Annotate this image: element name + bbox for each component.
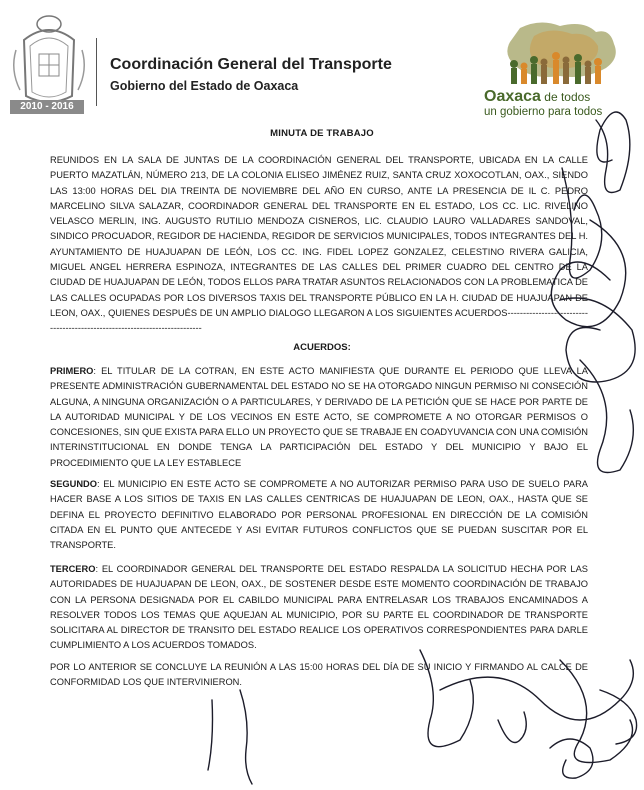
brand-name: Oaxaca: [484, 88, 541, 105]
primero-text: : EL TITULAR DE LA COTRAN, EN ESTE ACTO MANIFIESTA QUE DURANTE EL PERIODO QUE LLEVA LA PRESENTE ADMINISTRACIÓN GUBERNAMENTAL DEL ESTADO NO SE HA OTORGADO NINGUN PERMISO NI CONSECIÓN ALGUNA, A NINGUNA ORGANIZACIÓN O A PARTICULARES, Y DERIVADO DE LA PETICIÓN QUE SE HACE POR PARTE DE LA AUTORIDAD MUNICIPAL Y DE LOS VECINOS EN ESTE ACTO, SE COMPROMETE A NO OTORGAR PERMISOS O CONCESIONES, SIN QUE EXISTA PARA ELLO UN PROYECTO QUE SE TRABAJE EN COADYUVANCIA CON UNA COMISIÓN INTERINSTITUCIONAL EN DONDE TENGA LA PARTICIPACIÓN DEL ESTADO Y DEL MUNICIPIO Y BAJO EL PROCEDIMIENTO QUE LA LEY ESTABLECE: [50, 366, 588, 468]
segundo-text: : EL MUNICIPIO EN ESTE ACTO SE COMPROMETE A NO AUTORIZAR PERMISO PARA USO DE SUELO PARA HACER BASE A LOS SITIOS DE TAXIS EN LAS CALLES CENTRICAS DE HUAJUAPAN DE LEON, OAX., HASTA QUE SE DEFINA EL PROYECTO DEFINITIVO ELABORADO POR PERSONAL PROFESIONAL EN DIRECCIÓN DE LA COMISIÓN CITADA EN EL PUNTO QUE ANTECEDE Y ASI EVITAR FUTUROS CONFLICTOS QUE SE PUEDAN SUSCITAR POR EL TRANSPORTE.: [50, 479, 588, 551]
signature-11: [208, 700, 213, 770]
acuerdos-title: ACUERDOS:: [293, 342, 351, 353]
closing-paragraph: POR LO ANTERIOR SE CONCLUYE LA REUNIÓN A LAS 15:00 HORAS DEL DÍA DE SU INICIO Y FIRMANDO AL CALCE DE CONFORMIDAD LOS QUE INTERVINIERON.: [50, 662, 588, 688]
signature-9: [600, 690, 637, 744]
tercero-paragraph: [50, 562, 588, 654]
tercero-text: : EL COORDINADOR GENERAL DEL TRANSPORTE DEL ESTADO RESPALDA LA SOLICITUD HECHA POR LAS AUTORIDADES DE HUAJUAPAN DE LEON, OAX., DE SOSTENER DESDE ESTE MOMENTO COORDINACIÓN DE TRABAJO CON LA PERSONA DESIGNADA POR EL CABILDO MUNICIPAL PARA ENTRELASAR LOS TRABAJOS ENCAMINADOS A RESOLVER TODOS LOS TEMAS QUE AQUEJAN AL MUNICIPIO, POR SU PARTE EL COORDINADOR DE TRANSPORTE SOLICITARA AL DIRECTOR DE TRANSITO DEL ESTADO REALICE LOS OPERATIVOS CORRESPONDIENTES PARA DARLE CUMPLIMIENTO A LOS ACUERDOS TOMADOS.: [50, 564, 588, 651]
intro-text: REUNIDOS EN LA SALA DE JUNTAS DE LA COORDINACIÓN GENERAL DEL TRANSPORTE, UBICADA EN LA CALLE PUERTO MAZATLÁN, NÚMERO 213, DE LA COLONIA ELISEO JIMÉNEZ RUIZ, SANTA CRUZ XOXOCOTLAN, OAX., SIENDO LAS 13:00 HORAS DEL DIA TREINTA DE NOVIEMBRE DEL AÑO EN CURSO, ANTE LA PRESENCIA DE IL C. PEDRO MARCELINO SILVA SALAZAR, COORDINADOR GENERAL DEL TRANSPORTE EN EL ESTADO, LOS CC. LIC. RIVELINO VELASCO MERLIN, ING. AUGUSTO RUTILIO MENDOZA CISNEROS, LIC. CLAUDIO LAURO VALLADARES SANDOVAL, SINDICO PROCUADOR, REGIDOR DE HACIENDA, REGIDOR DE SERVICIOS MUNICIPALES, TODOS INTEGRANTES DEL H. AYUNTAMIENTO DE HUAJUAPAN DE LEÓN, LOS CC. ING. FIDEL LOPEZ GONZALEZ, CELESTINO RIVERA GALICIA, MIGUEL ANGEL HERRERA ESPINOZA, INTEGRANTES DE LAS CALLES DEL PRIMER CUADRO DEL CENTRO DE LA CIUDAD DE HUAJUAPAN DE LEÓN, TODOS ELLOS PARA TRATAR ASUNTOS RELACIONADOS CON LA PROBLEMATICA DE LAS CALLES OCUPADAS POR LOS DIVERSOS TAXIS DEL TRANSPORTE PÚBLICO EN LA H. CIUDAD DE HUAJUAPAN DE LEON, OAX., QUIENES DESPUÉS DE UN AMPLIO DIALOGO LLEGARON A LOS SIGUIENTES ACUERDOS: [50, 155, 588, 318]
tercero-label: TERCERO: [50, 564, 96, 574]
header-divider: [96, 38, 97, 106]
state-seal-icon: [6, 10, 92, 114]
brand-tagline-small: de todos: [540, 90, 591, 104]
signature-5: [580, 360, 633, 473]
header-title: Coordinación General del Transporte: [110, 56, 392, 73]
intro-dash-line: ---------------------------------------------------------------------------: [50, 307, 588, 334]
signature-13: [498, 712, 526, 743]
signature-1: [596, 112, 630, 193]
signature-10: [240, 690, 252, 784]
brand-slogan: un gobierno para todos: [484, 106, 603, 118]
document-title: MINUTA DE TRABAJO: [270, 128, 374, 139]
seal-years: 2010 - 2016: [10, 100, 84, 114]
primero-paragraph: [50, 364, 588, 471]
segundo-label: SEGUNDO: [50, 479, 98, 489]
primero-label: PRIMERO: [50, 366, 94, 376]
intro-paragraph: [50, 153, 588, 337]
header-subtitle: Gobierno del Estado de Oaxaca: [110, 79, 299, 93]
signature-12: [550, 739, 593, 778]
segundo-paragraph: [50, 477, 588, 553]
brand-tagline: [484, 88, 590, 106]
